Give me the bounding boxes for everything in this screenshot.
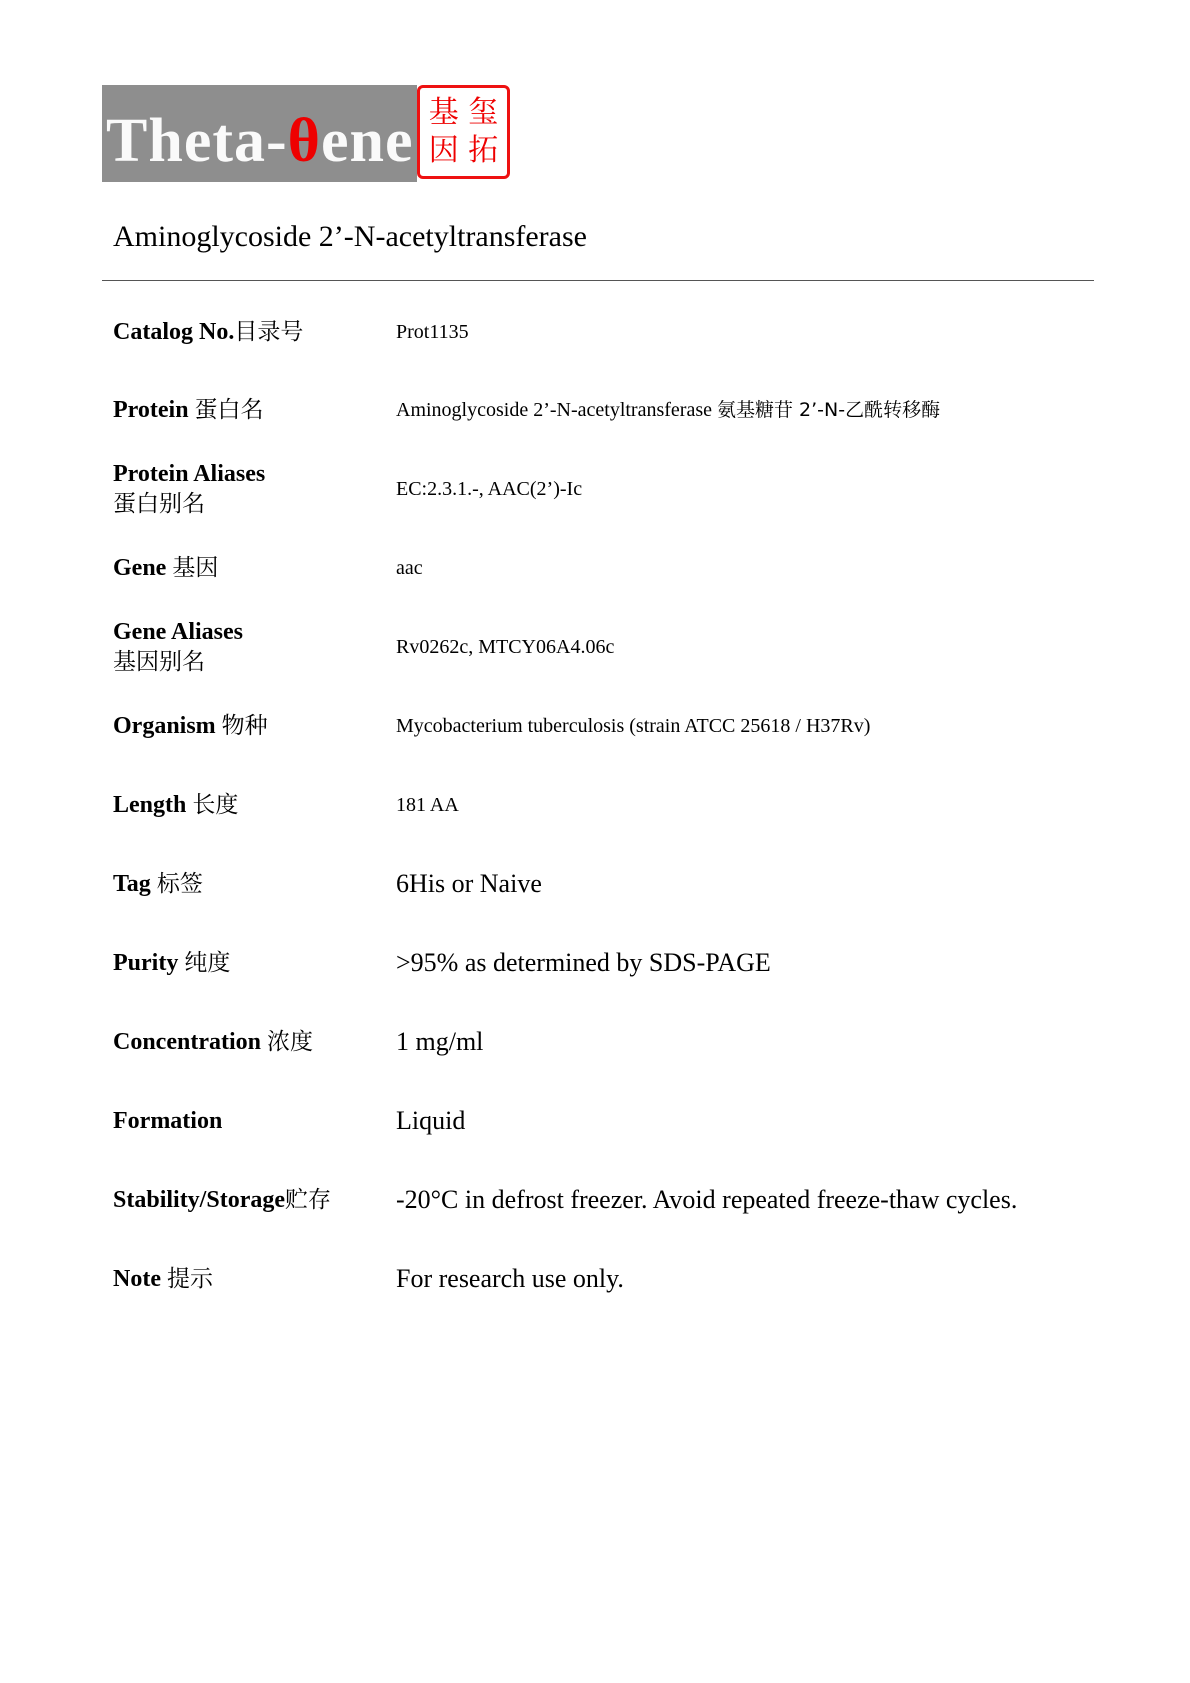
company-logo xyxy=(102,85,510,182)
value-text: -20°C in defrost freezer. Avoid repeated freeze-thaw cycles. xyxy=(396,1185,1018,1214)
label-cn: 蛋白名 xyxy=(194,397,264,423)
spec-label xyxy=(113,553,396,583)
spec-label xyxy=(113,459,396,519)
label-en: Note xyxy=(113,1266,167,1292)
value-text: Rv0262c, MTCY06A4.06c xyxy=(396,636,615,658)
spec-label xyxy=(113,869,396,899)
spec-value xyxy=(396,1029,483,1055)
spec-value xyxy=(396,871,542,897)
label-en: Gene xyxy=(113,555,173,581)
spec-value xyxy=(396,1108,465,1134)
spec-row-storage xyxy=(113,1170,1103,1230)
spec-label xyxy=(113,617,396,677)
seal-char: 基 xyxy=(428,95,459,130)
spec-label xyxy=(113,790,396,820)
spec-value xyxy=(396,1187,1017,1213)
label-cn: 浓度 xyxy=(266,1029,313,1055)
label-cn: 贮存 xyxy=(285,1187,331,1213)
label-cn: 标签 xyxy=(156,871,203,897)
logo-theta-glyph: θ xyxy=(287,106,322,175)
spec-value xyxy=(396,1266,624,1292)
spec-row-organism xyxy=(113,696,1103,756)
spec-row-purity xyxy=(113,933,1103,993)
label-cn: 长度 xyxy=(192,792,239,818)
label-en: Catalog No. xyxy=(113,319,235,345)
spec-value xyxy=(396,950,771,976)
spec-row-protein-aliases xyxy=(113,459,1103,519)
value-text: 181 AA xyxy=(396,794,459,816)
label-en: Protein Aliases xyxy=(113,461,266,487)
spec-label xyxy=(113,948,396,978)
label-cn: 目录号 xyxy=(234,319,304,345)
spec-label xyxy=(113,395,396,425)
spec-row-concentration xyxy=(113,1012,1103,1072)
spec-label xyxy=(113,1106,396,1136)
logo-seal xyxy=(417,85,510,179)
spec-value xyxy=(396,476,582,502)
label-en: Gene Aliases xyxy=(113,619,243,645)
value-text: EC:2.3.1.-, AAC(2’)-Ic xyxy=(396,478,583,500)
value-text: 1 mg/ml xyxy=(396,1027,484,1056)
seal-char: 因 xyxy=(428,133,459,168)
value-text: Prot1135 xyxy=(396,321,469,343)
value-text: Mycobacterium tuberculosis (strain ATCC 25618 / H37Rv) xyxy=(396,715,871,737)
value-text: For research use only. xyxy=(396,1264,624,1293)
spec-row-catalog xyxy=(113,302,1103,362)
value-text: 6His or Naive xyxy=(396,869,542,898)
value-text: Aminoglycoside 2’-N-acetyltransferase xyxy=(396,399,717,421)
value-cn: 氨基糖苷 2’-N-乙酰转移酶 xyxy=(717,399,941,421)
title-divider xyxy=(102,280,1094,281)
seal-char: 拓 xyxy=(468,133,499,168)
spec-row-note xyxy=(113,1249,1103,1309)
document-title: Aminoglycoside 2’-N-acetyltransferase xyxy=(113,220,587,253)
spec-row-protein xyxy=(113,380,1103,440)
spec-label xyxy=(113,1027,396,1057)
spec-value xyxy=(396,634,614,660)
label-en: Tag xyxy=(113,871,157,897)
label-en: Purity xyxy=(113,950,185,976)
spec-row-gene xyxy=(113,538,1103,598)
spec-row-length xyxy=(113,775,1103,835)
logo-text-suffix: ene xyxy=(321,106,414,175)
label-en: Organism xyxy=(113,713,222,739)
label-cn: 蛋白别名 xyxy=(113,491,205,517)
label-en: Concentration xyxy=(113,1029,267,1055)
spec-label xyxy=(113,317,396,347)
label-cn: 基因 xyxy=(172,555,219,581)
spec-value xyxy=(396,397,940,423)
spec-label xyxy=(113,1185,396,1215)
label-cn: 纯度 xyxy=(184,950,231,976)
label-en: Protein xyxy=(113,397,195,423)
logo-wordmark xyxy=(106,106,414,175)
spec-row-gene-aliases xyxy=(113,617,1103,677)
label-cn: 提示 xyxy=(166,1266,213,1292)
value-text: >95% as determined by SDS-PAGE xyxy=(396,948,771,977)
label-en: Stability/Storage xyxy=(113,1187,285,1213)
spec-row-formation xyxy=(113,1091,1103,1151)
spec-row-tag xyxy=(113,854,1103,914)
value-text: aac xyxy=(396,557,423,579)
spec-value xyxy=(396,319,469,345)
spec-label xyxy=(113,711,396,741)
label-cn: 基因别名 xyxy=(113,649,205,675)
label-en: Formation xyxy=(113,1108,223,1134)
logo-wordmark-box xyxy=(102,85,417,182)
spec-value xyxy=(396,555,423,581)
label-en: Length xyxy=(113,792,193,818)
value-text: Liquid xyxy=(396,1106,466,1135)
logo-text-prefix: Theta- xyxy=(106,106,288,175)
label-cn: 物种 xyxy=(221,713,268,739)
spec-value xyxy=(396,792,459,818)
seal-char: 玺 xyxy=(468,95,499,130)
spec-label xyxy=(113,1264,396,1294)
spec-value xyxy=(396,713,870,739)
